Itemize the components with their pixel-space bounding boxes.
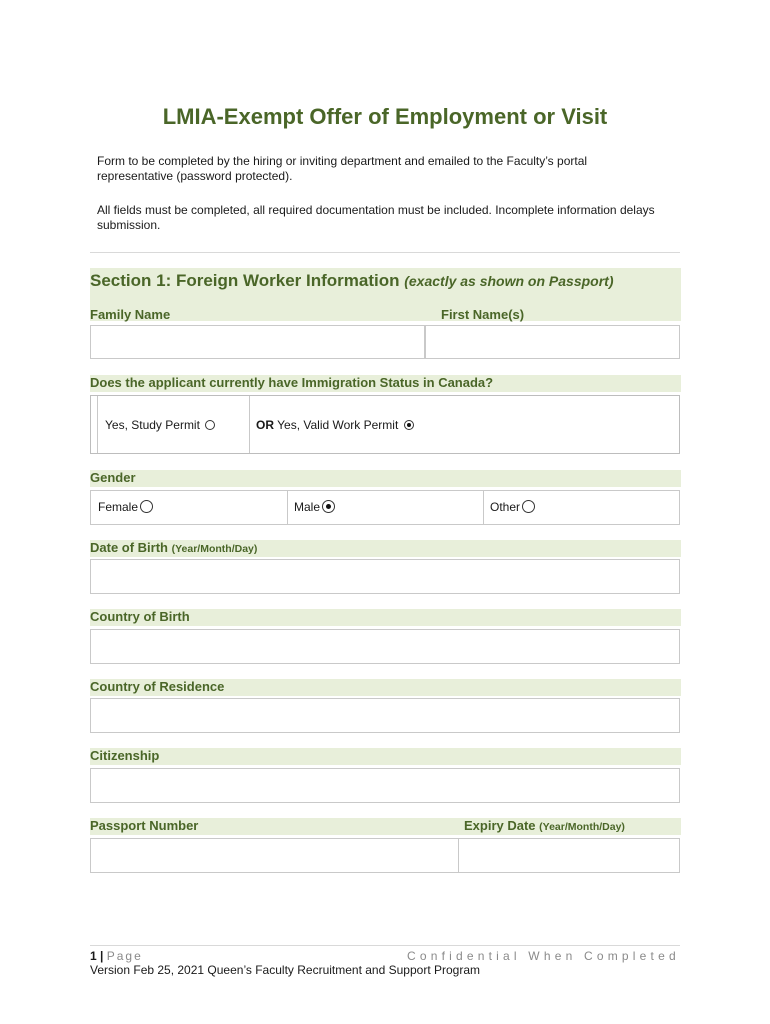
- expiry-format-hint: (Year/Month/Day): [539, 821, 625, 833]
- gender-other-option[interactable]: [490, 500, 535, 514]
- citizenship-label: Citizenship: [90, 748, 160, 763]
- work-permit-option[interactable]: [256, 418, 414, 432]
- family-name-label: Family Name: [90, 307, 171, 322]
- section1-title-note: (exactly as shown on Passport): [404, 273, 614, 289]
- gender-female-option[interactable]: [98, 500, 153, 514]
- dob-format-hint: (Year/Month/Day): [171, 543, 258, 555]
- citizenship-input[interactable]: [90, 768, 680, 803]
- family-name-input[interactable]: [90, 325, 425, 359]
- study-permit-label: Yes, Study Permit: [105, 418, 200, 432]
- section1-header: [90, 268, 681, 321]
- country-birth-header: [90, 609, 681, 626]
- passport-input[interactable]: [90, 838, 459, 873]
- gender-male-radio[interactable]: [322, 500, 335, 513]
- gender-header: [90, 470, 681, 487]
- country-residence-label: Country of Residence: [90, 679, 225, 694]
- country-birth-label: Country of Birth: [90, 609, 190, 624]
- study-permit-radio[interactable]: [205, 420, 215, 430]
- section1-title: [90, 271, 614, 291]
- first-name-label: First Name(s): [441, 307, 525, 322]
- gender-female-label: Female: [98, 500, 139, 514]
- dob-label: Date of Birth: [90, 540, 172, 555]
- divider: [90, 252, 680, 253]
- page-indicator: [90, 949, 143, 963]
- passport-label: Passport Number: [90, 818, 199, 833]
- expiry-input[interactable]: [458, 838, 680, 873]
- or-label: OR: [256, 418, 274, 432]
- study-permit-option[interactable]: [105, 418, 215, 432]
- citizenship-header: [90, 748, 681, 765]
- page-number: 1: [90, 949, 97, 963]
- expiry-label-wrap: [464, 818, 625, 833]
- gender-other-radio[interactable]: [522, 500, 535, 513]
- country-residence-header: [90, 679, 681, 696]
- gender-male-label: Male: [294, 500, 321, 514]
- work-permit-label: Yes, Valid Work Permit: [274, 418, 399, 432]
- country-birth-input[interactable]: [90, 629, 680, 664]
- dob-label-wrap: [90, 540, 257, 555]
- gender-label: Gender: [90, 470, 136, 485]
- passport-header: [90, 818, 681, 835]
- expiry-label: Expiry Date: [464, 818, 540, 833]
- gender-female-radio[interactable]: [140, 500, 153, 513]
- dob-header: [90, 540, 681, 557]
- gender-other-label: Other: [490, 500, 521, 514]
- first-name-input[interactable]: [425, 325, 680, 359]
- dob-input[interactable]: [90, 559, 680, 594]
- footer-divider: [90, 945, 680, 946]
- country-residence-input[interactable]: [90, 698, 680, 733]
- immigration-header: [90, 375, 681, 392]
- page-separator: |: [96, 949, 107, 963]
- immigration-question: Does the applicant currently have Immigration Status in Canada?: [90, 375, 494, 390]
- page-word: Page: [106, 949, 143, 963]
- version-line: Version Feb 25, 2021 Queen’s Faculty Recruitment and Support Program: [90, 963, 480, 977]
- section1-title-text: Section 1: Foreign Worker Information: [90, 271, 405, 290]
- form-title: LMIA-Exempt Offer of Employment or Visit: [162, 104, 608, 129]
- confidential-notice: Confidential When Completed: [407, 949, 680, 963]
- intro-requirements: All fields must be completed, all required documentation must be included. Incomplete information delays submission.: [97, 203, 655, 232]
- gender-male-option[interactable]: [294, 500, 335, 514]
- intro-text: Form to be completed by the hiring or inviting department and emailed to the Faculty’s portal representative (password protected).: [97, 154, 588, 183]
- work-permit-radio[interactable]: [404, 420, 414, 430]
